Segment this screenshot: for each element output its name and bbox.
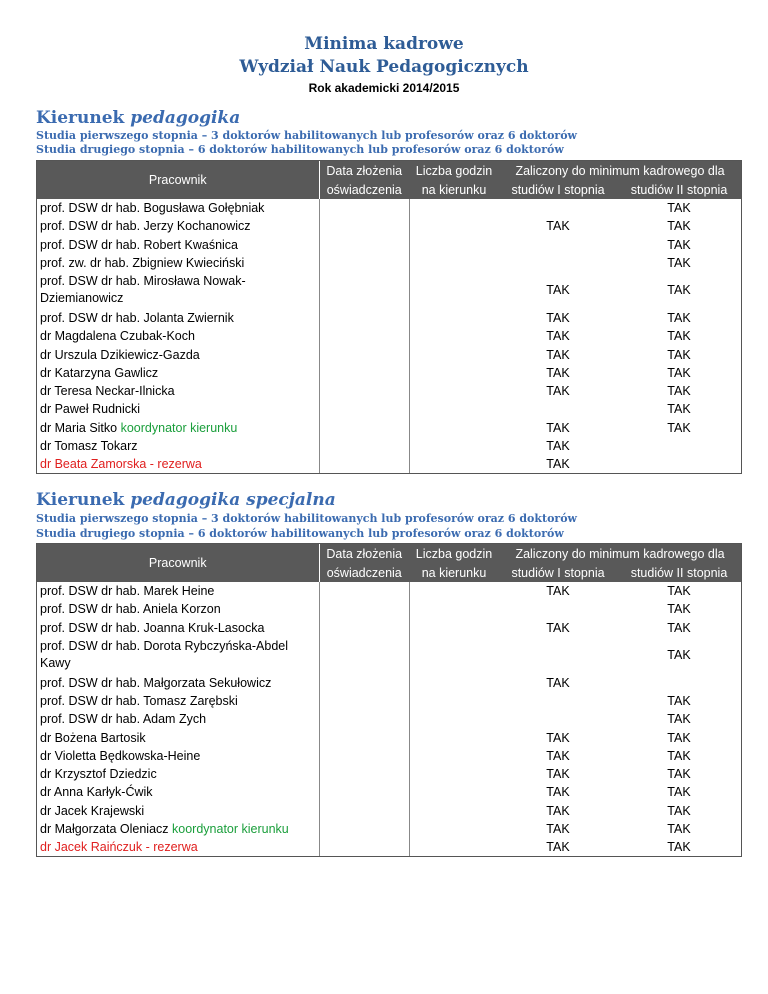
staff-name-cell <box>37 619 319 637</box>
declaration-date-cell <box>319 783 409 801</box>
table-row <box>37 455 741 473</box>
declaration-date-cell <box>319 364 409 382</box>
second-degree-cell: TAK <box>667 712 691 727</box>
staff-name-cell <box>37 254 319 272</box>
staff-name-cell <box>37 802 319 820</box>
table-row <box>37 783 741 801</box>
hours-cell <box>409 838 499 856</box>
table-row <box>37 272 741 309</box>
declaration-date-cell <box>319 309 409 327</box>
second-degree-cell: TAK <box>667 620 691 635</box>
hours-cell <box>409 327 499 345</box>
staff-name-cell <box>37 382 319 400</box>
table-row <box>37 619 741 637</box>
hours-cell <box>409 802 499 820</box>
hours-cell <box>409 710 499 728</box>
first-degree-cell <box>499 710 617 728</box>
second-degree-cell: TAK <box>667 219 691 234</box>
declaration-date-cell <box>319 437 409 455</box>
staff-name: prof. DSW dr hab. Robert Kwaśnica <box>40 237 238 252</box>
staff-name-cell <box>37 710 319 728</box>
first-degree-cell <box>499 600 617 618</box>
header-studia-2: studiów II stopnia <box>617 563 741 582</box>
staff-name-cell <box>37 419 319 437</box>
declaration-date-cell <box>319 217 409 235</box>
hours-cell <box>409 600 499 618</box>
declaration-date-cell <box>319 327 409 345</box>
header-studia-1: studiów I stopnia <box>499 563 617 582</box>
staff-name: prof. DSW dr hab. Bogusława Gołębniak <box>40 201 265 216</box>
staff-name: dr Violetta Będkowska-Heine <box>40 748 201 763</box>
hours-cell <box>409 382 499 400</box>
first-degree-cell: TAK <box>546 620 570 635</box>
table-row <box>37 582 741 600</box>
table-row <box>37 765 741 783</box>
staff-rows <box>37 199 741 473</box>
declaration-date-cell <box>319 419 409 437</box>
first-degree-cell <box>499 400 617 418</box>
second-degree-cell: TAK <box>667 803 691 818</box>
first-degree-cell: TAK <box>546 439 570 453</box>
first-degree-cell: TAK <box>546 384 570 399</box>
hours-cell <box>409 673 499 691</box>
header-zaliczony: Zaliczony do minimum kadrowego dla <box>499 544 741 563</box>
hours-cell <box>409 364 499 382</box>
table-row <box>37 838 741 856</box>
declaration-date-cell <box>319 382 409 400</box>
first-degree-cell <box>499 199 617 217</box>
staff-name: dr Anna Karłyk-Ćwik <box>40 785 153 800</box>
first-degree-cell: TAK <box>546 822 570 836</box>
staff-table-pedagogika-specjalna <box>36 543 742 857</box>
second-degree-cell: TAK <box>667 840 691 855</box>
staff-name-cell <box>37 637 319 674</box>
declaration-date-cell <box>319 692 409 710</box>
hours-cell <box>409 783 499 801</box>
declaration-date-cell <box>319 747 409 765</box>
table-row <box>37 710 741 728</box>
first-degree-cell: TAK <box>546 584 570 599</box>
staff-name-cell <box>37 455 319 473</box>
hours-cell <box>409 309 499 327</box>
second-degree-cell: TAK <box>667 402 691 417</box>
second-degree-cell: TAK <box>667 647 691 662</box>
hours-cell <box>409 619 499 637</box>
second-degree-cell: TAK <box>667 785 691 800</box>
declaration-date-cell <box>319 254 409 272</box>
table-row <box>37 327 741 345</box>
header-liczba-line1: Liczba godzin <box>409 161 499 180</box>
table-row <box>37 309 741 327</box>
staff-name: dr Bożena Bartosik <box>40 730 146 745</box>
staff-name: dr Maria Sitko <box>40 420 121 435</box>
table-row <box>37 692 741 710</box>
declaration-date-cell <box>319 802 409 820</box>
second-degree-cell: TAK <box>667 201 691 216</box>
staff-name-cell <box>37 600 319 618</box>
header-liczba-line2: na kierunku <box>409 180 499 199</box>
first-degree-cell: TAK <box>546 219 570 234</box>
hours-cell <box>409 400 499 418</box>
hours-cell <box>409 820 499 838</box>
first-degree-cell: TAK <box>546 803 570 818</box>
staff-name: dr Magdalena Czubak-Koch <box>40 329 195 344</box>
declaration-date-cell <box>319 820 409 838</box>
table-row <box>37 600 741 618</box>
table-row <box>37 673 741 691</box>
hours-cell <box>409 747 499 765</box>
staff-name-cell <box>37 820 319 838</box>
hours-cell <box>409 217 499 235</box>
table-row <box>37 419 741 437</box>
staff-name: dr Krzysztof Dziedzic <box>40 767 157 782</box>
table-row <box>37 254 741 272</box>
staff-name: prof. DSW dr hab. Aniela Korzon <box>40 602 221 617</box>
staff-name-cell <box>37 236 319 254</box>
staff-name-cell <box>37 728 319 746</box>
table-row <box>37 437 741 455</box>
staff-rows <box>37 582 741 856</box>
second-degree-cell: TAK <box>667 365 691 380</box>
section-title-name: pedagogika <box>130 108 241 128</box>
staff-name-cell <box>37 309 319 327</box>
declaration-date-cell <box>319 765 409 783</box>
staff-name: dr Jacek Krajewski <box>40 803 145 818</box>
table-row <box>37 747 741 765</box>
staff-name-cell <box>37 765 319 783</box>
declaration-date-cell <box>319 710 409 728</box>
hours-cell <box>409 692 499 710</box>
section-title-name: pedagogika specjalna <box>130 490 336 510</box>
first-degree-cell: TAK <box>546 310 570 325</box>
staff-name: dr Jacek Raińczuk - rezerwa <box>40 840 198 855</box>
second-degree-cell: TAK <box>667 347 691 362</box>
hours-cell <box>409 437 499 455</box>
header-zaliczony: Zaliczony do minimum kadrowego dla <box>499 161 741 180</box>
declaration-date-cell <box>319 600 409 618</box>
first-degree-cell: TAK <box>546 365 570 380</box>
section-requirement-1: Studia pierwszego stopnia – 3 doktorów habilitowanych lub profesorów oraz 6 doktorów <box>36 512 578 525</box>
header-studia-2: studiów II stopnia <box>617 180 741 199</box>
header-data-line2: oświadczenia <box>319 180 409 199</box>
table-row <box>37 236 741 254</box>
second-degree-cell: TAK <box>667 420 691 435</box>
coordinator-note: koordynator kierunku <box>172 822 289 836</box>
staff-name-cell <box>37 692 319 710</box>
declaration-date-cell <box>319 400 409 418</box>
hours-cell <box>409 419 499 437</box>
section-title-prefix: Kierunek <box>36 490 131 510</box>
hours-cell <box>409 728 499 746</box>
staff-name-cell <box>37 838 319 856</box>
staff-name: prof. DSW dr hab. Jerzy Kochanowicz <box>40 219 251 234</box>
staff-table-pedagogika <box>36 160 742 474</box>
staff-name: dr Teresa Neckar-Ilnicka <box>40 384 175 399</box>
hours-cell <box>409 236 499 254</box>
staff-name: prof. DSW dr hab. Jolanta Zwiernik <box>40 310 234 325</box>
staff-name: prof. DSW dr hab. Marek Heine <box>40 584 215 599</box>
staff-name: prof. DSW dr hab. Tomasz Zarębski <box>40 693 238 708</box>
second-degree-cell: TAK <box>667 329 691 344</box>
declaration-date-cell <box>319 272 409 309</box>
first-degree-cell: TAK <box>546 840 570 855</box>
staff-name: prof. DSW dr hab. Adam Zych <box>40 712 207 727</box>
staff-name: dr Urszula Dzikiewicz-Gazda <box>40 347 200 362</box>
first-degree-cell: TAK <box>546 347 570 362</box>
section-title-pedagogika <box>36 108 240 128</box>
declaration-date-cell <box>319 728 409 746</box>
staff-name: dr Katarzyna Gawlicz <box>40 365 159 380</box>
staff-name-cell <box>37 327 319 345</box>
header-pracownik: Pracownik <box>37 544 319 582</box>
declaration-date-cell <box>319 345 409 363</box>
header-studia-1: studiów I stopnia <box>499 180 617 199</box>
staff-name-cell <box>37 217 319 235</box>
table-row <box>37 364 741 382</box>
declaration-date-cell <box>319 199 409 217</box>
staff-name-cell <box>37 783 319 801</box>
header-pracownik: Pracownik <box>37 161 319 199</box>
second-degree-cell: TAK <box>667 256 691 271</box>
staff-name: dr Tomasz Tokarz <box>40 439 138 453</box>
staff-name: prof. DSW dr hab. Joanna Kruk-Lasocka <box>40 620 265 635</box>
staff-name: dr Małgorzata Oleniacz <box>40 822 173 836</box>
first-degree-cell <box>499 254 617 272</box>
declaration-date-cell <box>319 236 409 254</box>
hours-cell <box>409 765 499 783</box>
second-degree-cell: TAK <box>667 822 691 836</box>
section-requirement-1: Studia pierwszego stopnia – 3 doktorów habilitowanych lub profesorów oraz 6 doktorów <box>36 129 578 142</box>
staff-name-cell <box>37 199 319 217</box>
table-row <box>37 637 741 674</box>
first-degree-cell: TAK <box>546 785 570 800</box>
staff-name-cell <box>37 582 319 600</box>
second-degree-cell: TAK <box>667 282 691 297</box>
first-degree-cell: TAK <box>546 282 570 297</box>
hours-cell <box>409 582 499 600</box>
staff-name-cell <box>37 345 319 363</box>
staff-name-cell <box>37 400 319 418</box>
second-degree-cell: TAK <box>667 584 691 599</box>
staff-name: dr Beata Zamorska - rezerwa <box>40 457 202 472</box>
second-degree-cell <box>617 437 741 455</box>
document-title: Minima kadrowe <box>304 34 464 54</box>
first-degree-cell <box>499 637 617 674</box>
header-data-line2: oświadczenia <box>319 563 409 582</box>
second-degree-cell: TAK <box>667 767 691 782</box>
first-degree-cell: TAK <box>546 730 570 745</box>
table-row <box>37 728 741 746</box>
declaration-date-cell <box>319 582 409 600</box>
declaration-date-cell <box>319 455 409 473</box>
first-degree-cell: TAK <box>546 329 570 344</box>
second-degree-cell: TAK <box>667 693 691 708</box>
table-row <box>37 217 741 235</box>
hours-cell <box>409 637 499 674</box>
declaration-date-cell <box>319 637 409 674</box>
hours-cell <box>409 345 499 363</box>
section-requirement-2: Studia drugiego stopnia – 6 doktorów habilitowanych lub profesorów oraz 6 doktorów <box>36 527 564 540</box>
hours-cell <box>409 254 499 272</box>
header-data-line1: Data złożenia <box>319 161 409 180</box>
header-liczba-line2: na kierunku <box>409 563 499 582</box>
declaration-date-cell <box>319 838 409 856</box>
staff-name: prof. DSW dr hab. Mirosława Nowak-Dziemianowicz <box>40 274 246 306</box>
staff-name: dr Paweł Rudnicki <box>40 402 141 417</box>
table-row <box>37 382 741 400</box>
second-degree-cell: TAK <box>667 748 691 763</box>
declaration-date-cell <box>319 673 409 691</box>
table-row <box>37 802 741 820</box>
staff-name-cell <box>37 364 319 382</box>
staff-name: prof. DSW dr hab. Małgorzata Sekułowicz <box>40 675 272 690</box>
second-degree-cell: TAK <box>667 602 691 617</box>
first-degree-cell <box>499 236 617 254</box>
header-data-line1: Data złożenia <box>319 544 409 563</box>
first-degree-cell <box>499 692 617 710</box>
staff-name-cell <box>37 673 319 691</box>
table-row <box>37 820 741 838</box>
table-row <box>37 345 741 363</box>
first-degree-cell: TAK <box>546 748 570 763</box>
staff-name: prof. DSW dr hab. Dorota Rybczyńska-Abdel Kawy <box>40 639 289 671</box>
second-degree-cell <box>617 673 741 691</box>
staff-name-cell <box>37 747 319 765</box>
section-title-prefix: Kierunek <box>36 108 131 128</box>
table-row <box>37 199 741 217</box>
table-row <box>37 400 741 418</box>
second-degree-cell: TAK <box>667 730 691 745</box>
section-requirement-2: Studia drugiego stopnia – 6 doktorów habilitowanych lub profesorów oraz 6 doktorów <box>36 143 564 156</box>
section-title-pedagogika-specjalna <box>36 490 336 510</box>
first-degree-cell: TAK <box>546 420 570 435</box>
hours-cell <box>409 455 499 473</box>
header-liczba-line1: Liczba godzin <box>409 544 499 563</box>
staff-name: prof. zw. dr hab. Zbigniew Kwieciński <box>40 256 245 271</box>
staff-name-cell <box>37 272 319 309</box>
second-degree-cell: TAK <box>667 384 691 399</box>
hours-cell <box>409 272 499 309</box>
first-degree-cell: TAK <box>546 767 570 782</box>
first-degree-cell: TAK <box>546 675 570 690</box>
second-degree-cell: TAK <box>667 310 691 325</box>
coordinator-note: koordynator kierunku <box>120 420 238 435</box>
second-degree-cell: TAK <box>667 237 691 252</box>
first-degree-cell: TAK <box>546 457 570 472</box>
academic-year: Rok akademicki 2014/2015 <box>308 81 460 95</box>
hours-cell <box>409 199 499 217</box>
declaration-date-cell <box>319 619 409 637</box>
staff-name-cell <box>37 437 319 455</box>
faculty-title: Wydział Nauk Pedagogicznych <box>239 57 529 77</box>
second-degree-cell <box>617 455 741 473</box>
